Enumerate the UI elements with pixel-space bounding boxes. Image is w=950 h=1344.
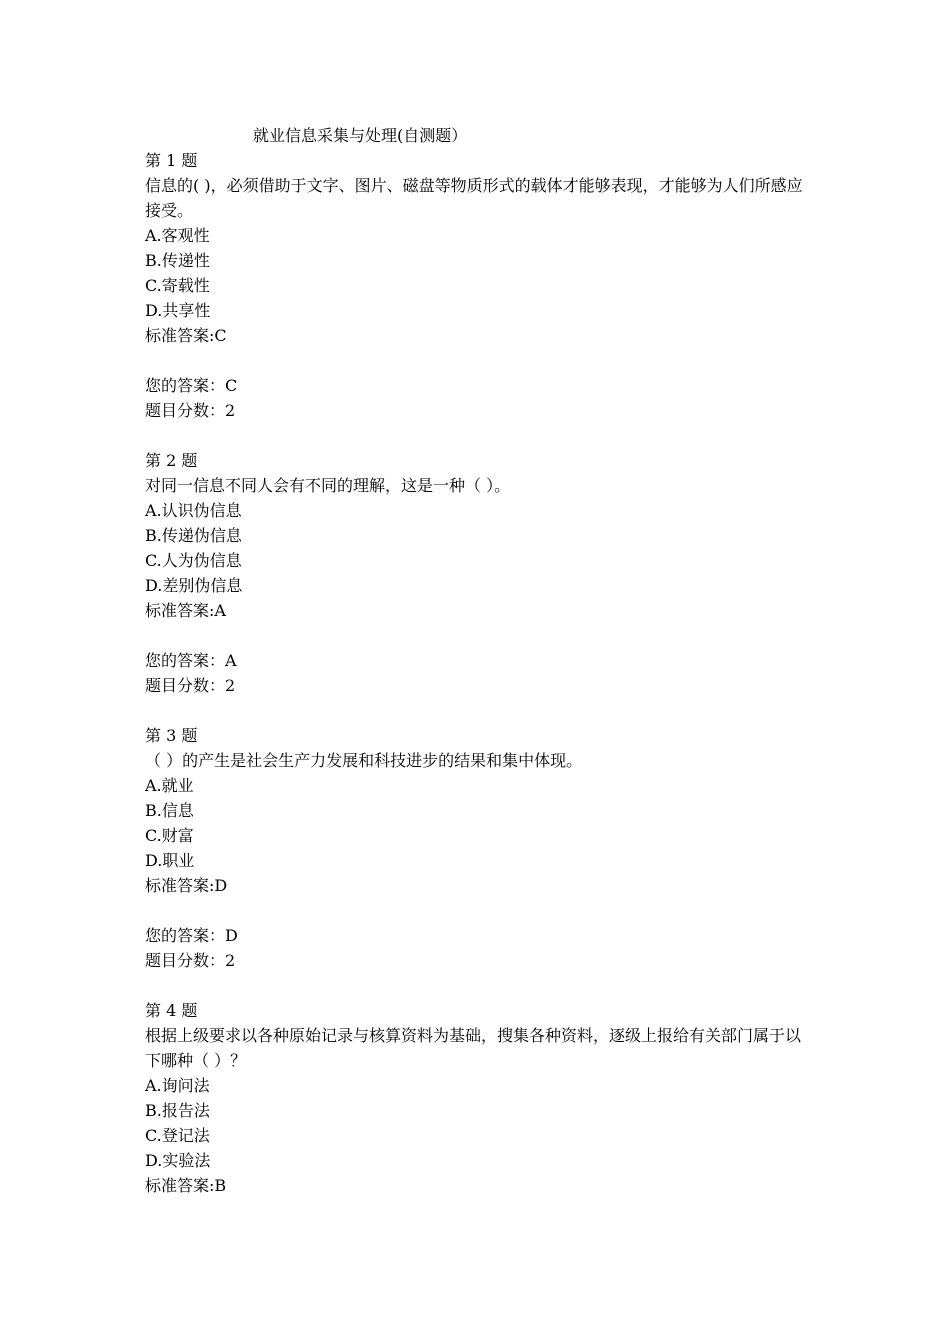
standard-answer: 标准答案:B [145, 1176, 227, 1195]
your-answer: 您的答案：D [145, 926, 238, 945]
option-d: D.职业 [145, 851, 195, 870]
spacer [145, 973, 815, 998]
question-number: 第 1 题 [145, 151, 198, 170]
question-text: （ ）的产生是社会生产力发展和科技进步的结果和集中体现。 [145, 751, 583, 770]
standard-answer: 标准答案:C [145, 326, 227, 345]
spacer [145, 423, 815, 448]
question-number: 第 3 题 [145, 726, 198, 745]
option-b: B.传递伪信息 [145, 526, 242, 545]
your-answer: 您的答案：A [145, 651, 237, 670]
spacer [145, 698, 815, 723]
option-c: C.寄载性 [145, 276, 210, 295]
spacer [145, 898, 815, 923]
option-a: A.询问法 [145, 1076, 210, 1095]
standard-answer: 标准答案:D [145, 876, 228, 895]
question-block [145, 448, 815, 723]
option-a: A.认识伪信息 [145, 501, 242, 520]
question-number: 第 2 题 [145, 451, 198, 470]
standard-answer: 标准答案:A [145, 601, 226, 620]
spacer [145, 623, 815, 648]
question-text: 对同一信息不同人会有不同的理解，这是一种（ ）。 [145, 476, 511, 495]
question-block [145, 723, 815, 998]
question-block [145, 148, 815, 448]
option-b: B.信息 [145, 801, 194, 820]
question-number: 第 4 题 [145, 1001, 198, 1020]
option-c: C.登记法 [145, 1126, 210, 1145]
document-title: 就业信息采集与处理(自测题） [253, 126, 468, 145]
option-b: B.传递性 [145, 251, 210, 270]
option-c: C.人为伪信息 [145, 551, 242, 570]
document-page [145, 123, 815, 1198]
option-a: A.就业 [145, 776, 194, 795]
option-b: B.报告法 [145, 1101, 210, 1120]
option-d: D.实验法 [145, 1151, 211, 1170]
question-block [145, 998, 815, 1198]
question-text: 信息的( )，必须借助于文字、图片、磁盘等物质形式的载体才能够表现，才能够为人们所感应接受。 [145, 176, 803, 220]
option-d: D.差别伪信息 [145, 576, 243, 595]
question-score: 题目分数：2 [145, 676, 236, 695]
option-a: A.客观性 [145, 226, 210, 245]
option-c: C.财富 [145, 826, 194, 845]
question-score: 题目分数：2 [145, 401, 236, 420]
spacer [145, 348, 815, 373]
option-d: D.共享性 [145, 301, 211, 320]
your-answer: 您的答案：C [145, 376, 238, 395]
question-score: 题目分数：2 [145, 951, 236, 970]
question-text: 根据上级要求以各种原始记录与核算资料为基础，搜集各种资料，逐级上报给有关部门属于以下哪种（ ）？ [145, 1026, 802, 1070]
